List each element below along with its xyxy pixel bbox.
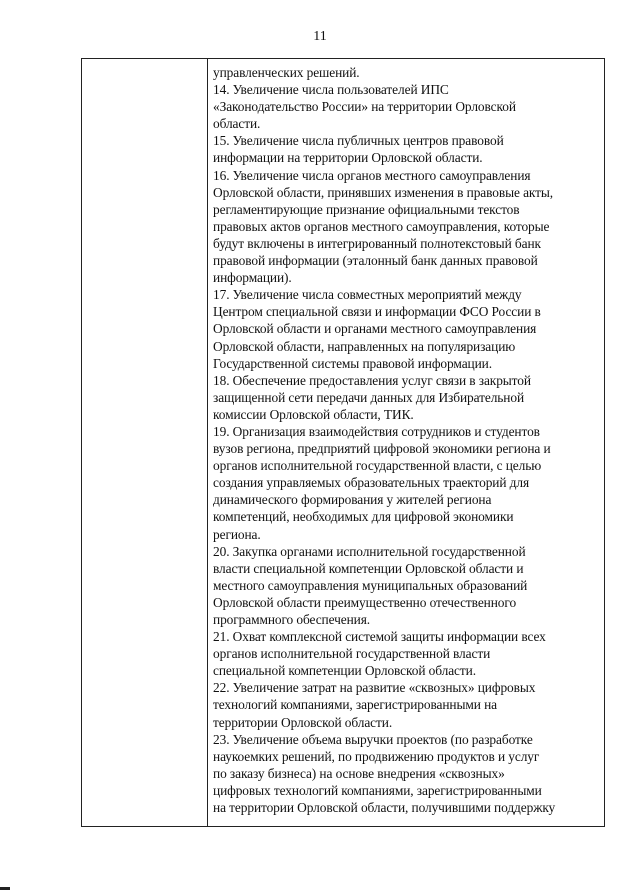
list-item: 14. Увеличение числа пользователей ИПС «Законодательство России» на территории Орловской области. bbox=[213, 82, 516, 132]
list-item: управленческих решений. bbox=[213, 65, 360, 80]
list-item: 22. Увеличение затрат на развитие «сквозных» цифровых технологий компаниями, зарегистрированными на территории Орловской области. bbox=[213, 680, 536, 730]
list-item: 21. Охват комплексной системой защиты информации всех органов исполнительной государственной власти специальной компетенции Орловской области. bbox=[213, 629, 546, 679]
indicators-table bbox=[81, 58, 605, 827]
list-item: 19. Организация взаимодействия сотрудников и студентов вузов региона, предприятий цифровой экономики региона и органов исполнительной государственной власти, с целью создания управляемых образовательных траекторий для динамического формирования у жителей региона компетенций, необходимых для цифровой экономики региона. bbox=[213, 423, 551, 542]
list-item: 20. Закупка органами исполнительной государственной власти специальной компетенции Орловской области и местного самоуправления муниципальных образований Орловской области преимущественно отечественного программного обеспечения. bbox=[213, 543, 528, 627]
table-left-cell bbox=[82, 59, 208, 826]
list-item: 23. Увеличение объема выручки проектов (по разработке наукоемких решений, по продвижению продуктов и услуг по заказу бизнеса) на основе внедрения «сквозных» цифровых технологий компаниями, зарегистрированными на территории Орловской области, получившими поддержку bbox=[213, 731, 556, 816]
list-item: 16. Увеличение числа органов местного самоуправления Орловской области, принявших изменения в правовые акты, регламентирующие признание официальными текстов правовых актов органов местного самоуправления, которые будут включены в интегрированный полнотекстовый банк правовой информации (эталонный банк данных правовой информации). bbox=[213, 167, 554, 286]
list-item: 18. Обеспечение предоставления услуг связи в закрытой защищенной сети передачи данных для Избирательной комиссии Орловской области, ТИК. bbox=[213, 372, 531, 422]
scan-mark bbox=[0, 887, 10, 890]
table-right-cell bbox=[208, 59, 604, 826]
list-item: 17. Увеличение числа совместных мероприятий между Центром специальной связи и информации ФСО России в Орловской области и органами местного самоуправления Орловской области, направленных на популяризацию Государственной системы правовой информации. bbox=[213, 287, 541, 371]
list-item: 15. Увеличение числа публичных центров правовой информации на территории Орловской области. bbox=[213, 133, 504, 166]
page-number: 11 bbox=[313, 29, 327, 44]
